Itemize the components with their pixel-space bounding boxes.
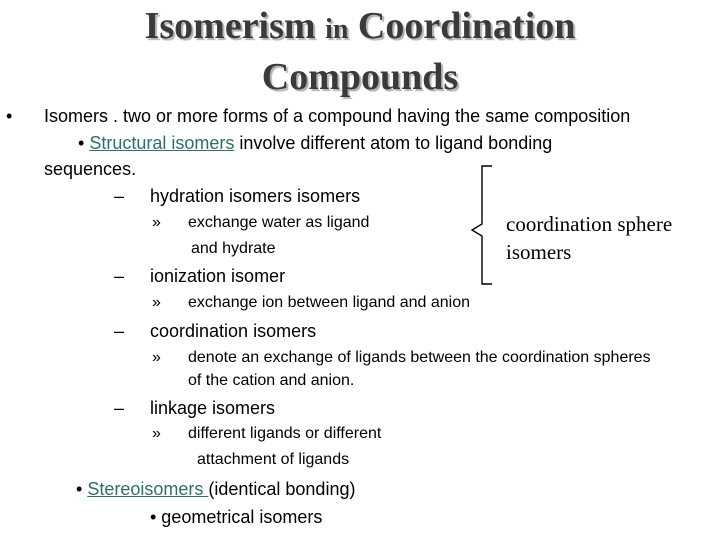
stereoisomers-link[interactable]: Stereoisomers [87, 479, 209, 499]
coordination-detail-line2: of the cation and anion. [188, 372, 355, 389]
slide-title-line2: Compounds [261, 56, 459, 98]
dash-linkage: – [114, 398, 125, 418]
geometrical-isomers: • geometrical isomers [150, 507, 323, 527]
hydration-detail-line1: exchange water as ligand [188, 214, 370, 231]
bracket-note-line2: isomers [506, 240, 572, 264]
bracket-icon [470, 164, 500, 286]
title-part2: in [325, 14, 349, 45]
dash-ionization: – [114, 266, 125, 286]
bracket-note-line1: coordination sphere [506, 212, 673, 236]
dash-hydration: – [114, 186, 125, 206]
structural-rest: involve different atom to ligand bonding [234, 133, 553, 153]
hydration-heading: hydration isomers isomers [150, 186, 361, 206]
linkage-heading: linkage isomers [150, 398, 276, 418]
title-part1: Isomerism [144, 5, 326, 47]
title-part3: Coordination [348, 5, 576, 47]
slide-title-line1 [0, 6, 720, 50]
raquo-ionization: » [152, 294, 161, 311]
raquo-linkage: » [152, 425, 161, 442]
coordination-detail-line1: denote an exchange of ligands between the coordination spheres [188, 349, 651, 366]
structural-continuation: sequences. [44, 159, 137, 179]
coordination-heading: coordination isomers [150, 321, 317, 341]
dash-coordination: – [114, 321, 125, 341]
definition-text: Isomers . two or more forms of a compound having the same composition [44, 106, 631, 126]
stereo-rest: (identical bonding) [208, 479, 356, 499]
raquo-hydration: » [152, 214, 161, 231]
raquo-coordination: » [152, 349, 161, 366]
hydration-detail-line2: and hydrate [191, 240, 276, 257]
structural-bullet: • [78, 133, 90, 153]
stereoisomers-line [76, 479, 355, 500]
linkage-detail-line1: different ligands or different [188, 425, 382, 442]
linkage-detail-line2: attachment of ligands [197, 451, 350, 468]
ionization-detail: exchange ion between ligand and anion [188, 294, 471, 311]
ionization-heading: ionization isomer [150, 266, 286, 286]
stereo-bullet: • [76, 479, 88, 499]
structural-isomers-link[interactable]: Structural isomers [89, 133, 235, 153]
structural-isomers-line [78, 133, 552, 154]
main-bullet: • [6, 106, 13, 126]
